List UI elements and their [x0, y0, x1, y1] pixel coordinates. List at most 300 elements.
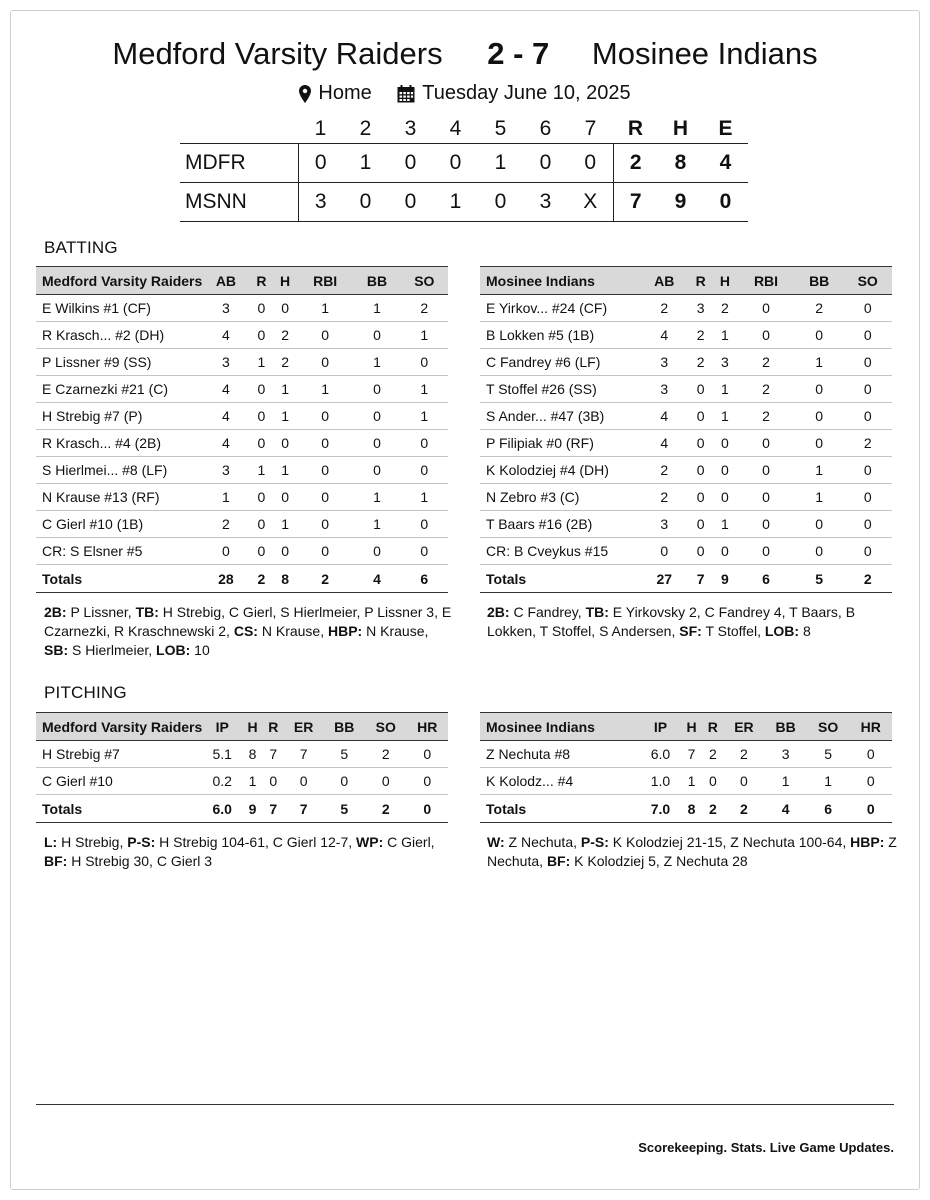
stat-cell: 3 [640, 376, 689, 403]
team-column-header: Mosinee Indians [480, 267, 640, 295]
totals-cell: 6.0 [202, 795, 242, 823]
stat-cell: 0 [843, 484, 892, 511]
stat-cell: 0 [689, 403, 713, 430]
stat-cell: 2 [273, 349, 297, 376]
runs-total: 7 [613, 182, 658, 221]
location-info [299, 82, 371, 105]
line-score-row [180, 143, 748, 182]
note-label: 2B: [44, 604, 67, 620]
stat-cell: 0 [849, 768, 892, 795]
note-text: H Strebig, [57, 834, 128, 850]
stat-cell: 0 [737, 430, 795, 457]
stat-cell: 0 [353, 538, 400, 565]
stat-column-header: H [242, 713, 263, 741]
stat-cell: 0 [324, 768, 365, 795]
stat-cell: 0 [297, 403, 353, 430]
stat-cell: 1 [250, 349, 274, 376]
errors-total: 4 [719, 150, 732, 174]
game-title [0, 36, 930, 72]
stat-cell: 2 [843, 430, 892, 457]
stat-cell: 1 [681, 768, 702, 795]
batting-notes-away [487, 603, 897, 641]
line-score-table [180, 116, 748, 222]
player-name: CR: B Cveykus #15 [480, 538, 640, 565]
line-score-header [180, 116, 748, 143]
totals-row [480, 795, 892, 823]
inning-score: 1 [449, 189, 462, 213]
note-text: S Hierlmeier, [68, 642, 157, 658]
note-label: LOB: [764, 623, 800, 639]
batting-notes-home [44, 603, 454, 660]
totals-row [480, 565, 892, 593]
inning-score: 0 [449, 150, 462, 174]
stat-column-header: SO [807, 713, 850, 741]
stat-cell: 3 [713, 349, 737, 376]
stat-cell: 0 [297, 457, 353, 484]
stat-cell: 0 [250, 484, 274, 511]
stat-cell: 0 [297, 430, 353, 457]
stat-column-header: SO [843, 267, 892, 295]
stat-cell: 3 [640, 511, 689, 538]
inning-score: 3 [539, 189, 552, 213]
player-row [36, 295, 448, 322]
stat-cell: 1 [401, 322, 448, 349]
note-label: BF: [546, 853, 571, 869]
stat-cell: 0 [273, 484, 297, 511]
stat-cell: 1 [273, 457, 297, 484]
player-row [36, 430, 448, 457]
stat-cell: 2 [737, 376, 795, 403]
player-name: P Lissner #9 (SS) [36, 349, 202, 376]
player-name: C Fandrey #6 (LF) [480, 349, 640, 376]
stat-cell: 2 [737, 403, 795, 430]
inning-score: 0 [314, 150, 327, 174]
note-text: K Kolodziej 5, Z Nechuta 28 [570, 853, 748, 869]
game-meta [0, 82, 930, 109]
stat-cell: 0 [843, 376, 892, 403]
player-name: C Gierl #10 [36, 768, 202, 795]
totals-cell: 2 [843, 565, 892, 593]
stat-cell: 4 [202, 322, 249, 349]
stat-cell: 0 [843, 349, 892, 376]
player-name: H Strebig #7 (P) [36, 403, 202, 430]
stat-cell: 0 [353, 322, 400, 349]
inning-header: 3 [404, 117, 417, 141]
home-team-name: Medford Varsity Raiders [112, 36, 443, 71]
stat-cell: 1 [401, 484, 448, 511]
stat-cell: 2 [401, 295, 448, 322]
stats-header-row [36, 267, 448, 295]
stat-column-header: R [250, 267, 274, 295]
stat-cell: 0 [689, 511, 713, 538]
totals-row [36, 795, 448, 823]
player-row [480, 295, 892, 322]
player-name: E Yirkov... #24 (CF) [480, 295, 640, 322]
stat-cell: 1 [273, 376, 297, 403]
stat-cell: 1 [273, 403, 297, 430]
note-text: H Strebig 104-61, C Gierl 12-7, [155, 834, 357, 850]
note-label: WP: [356, 834, 384, 850]
stat-cell: 3 [689, 295, 713, 322]
team-column-header: Medford Varsity Raiders [36, 267, 202, 295]
note-label: HBP: [328, 623, 363, 639]
stat-column-header: R [689, 267, 713, 295]
stat-cell: 0 [737, 295, 795, 322]
stat-cell: 0 [250, 376, 274, 403]
stat-column-header: SO [365, 713, 406, 741]
stat-cell: 0 [795, 538, 844, 565]
date-text: Tuesday June 10, 2025 [422, 82, 631, 104]
note-text: N Krause, [257, 623, 328, 639]
final-score: 2 - 7 [487, 36, 550, 71]
stat-cell: 3 [202, 295, 249, 322]
stat-cell: 8 [242, 741, 263, 768]
stat-cell: 4 [640, 403, 689, 430]
stat-column-header: RBI [737, 267, 795, 295]
stat-cell: 2 [273, 322, 297, 349]
inning-score: X [583, 189, 598, 213]
stat-cell: 0 [795, 322, 844, 349]
hits-total: 9 [674, 189, 687, 213]
note-text: C Fandrey, [509, 604, 586, 620]
totals-cell: 6 [807, 795, 850, 823]
stat-cell: 2 [689, 349, 713, 376]
note-text: 8 [799, 623, 811, 639]
stat-cell: 2 [640, 295, 689, 322]
stat-cell: 0 [297, 538, 353, 565]
player-row [480, 430, 892, 457]
note-text: K Kolodziej 21-15, Z Nechuta 100-64, [608, 834, 851, 850]
note-text: Z Nechuta, [487, 834, 897, 869]
stat-cell: 1.0 [640, 768, 681, 795]
player-name: S Hierlmei... #8 (LF) [36, 457, 202, 484]
stat-cell: 1 [807, 768, 850, 795]
stat-cell: 0 [795, 376, 844, 403]
stat-cell: 1 [764, 768, 807, 795]
stat-column-header: H [681, 713, 702, 741]
player-name: R Krasch... #4 (2B) [36, 430, 202, 457]
stat-cell: 0 [843, 295, 892, 322]
inning-score: 3 [314, 189, 327, 213]
stat-cell: 0 [284, 768, 324, 795]
pitching-table-home [36, 712, 448, 823]
stat-cell: 3 [202, 349, 249, 376]
stat-cell: 1 [353, 349, 400, 376]
totals-cell: 5 [795, 565, 844, 593]
stat-cell: 3 [202, 457, 249, 484]
note-text: C Gierl, [383, 834, 435, 850]
note-label: SF: [679, 623, 702, 639]
inning-header: 7 [584, 117, 597, 141]
stat-cell: 2 [713, 295, 737, 322]
note-label: HBP: [850, 834, 885, 850]
note-text: P Lissner, [66, 604, 136, 620]
stat-cell: 1 [242, 768, 263, 795]
stat-cell: 0 [297, 349, 353, 376]
note-label: W: [487, 834, 505, 850]
totals-cell: 0 [849, 795, 892, 823]
pitching-table-away [480, 712, 892, 823]
date-info [397, 82, 630, 105]
stat-cell: 5 [807, 741, 850, 768]
stat-column-header: H [273, 267, 297, 295]
stat-cell: 1 [273, 511, 297, 538]
player-row [480, 768, 892, 795]
stat-cell: 0 [250, 295, 274, 322]
note-label: L: [44, 834, 58, 850]
player-row [36, 538, 448, 565]
note-text: T Stoffel, [701, 623, 765, 639]
stat-column-header: IP [640, 713, 681, 741]
note-label: CS: [233, 623, 258, 639]
stat-column-header: H [713, 267, 737, 295]
stat-cell: 0 [689, 538, 713, 565]
note-text: Z Nechuta, [504, 834, 581, 850]
totals-cell: 6 [401, 565, 448, 593]
stat-cell: 0 [297, 484, 353, 511]
stat-cell: 0 [297, 322, 353, 349]
pitching-notes-away [487, 833, 897, 871]
player-row [36, 457, 448, 484]
player-name: K Kolodziej #4 (DH) [480, 457, 640, 484]
stat-cell: 1 [353, 484, 400, 511]
footer-divider [36, 1104, 894, 1105]
stat-cell: 1 [795, 457, 844, 484]
totals-cell: 8 [681, 795, 702, 823]
stat-cell: 0 [737, 538, 795, 565]
totals-cell: 27 [640, 565, 689, 593]
note-label: BF: [44, 853, 68, 869]
inning-header: 5 [494, 117, 507, 141]
stat-cell: 2 [640, 457, 689, 484]
inning-header: 6 [539, 117, 552, 141]
stat-column-header: BB [353, 267, 400, 295]
stat-column-header: AB [202, 267, 249, 295]
stat-column-header: HR [849, 713, 892, 741]
player-row [480, 322, 892, 349]
totals-cell: 7 [284, 795, 324, 823]
stat-column-header: BB [795, 267, 844, 295]
stat-cell: 0 [843, 538, 892, 565]
location-text: Home [318, 82, 372, 104]
stat-cell: 1 [250, 457, 274, 484]
stat-cell: 0 [843, 511, 892, 538]
stat-column-header: BB [324, 713, 365, 741]
away-team-name: Mosinee Indians [591, 36, 818, 71]
stat-cell: 2 [702, 741, 723, 768]
note-label: 2B: [487, 604, 510, 620]
stat-cell: 0 [273, 538, 297, 565]
totals-cell: 4 [764, 795, 807, 823]
inning-score: 0 [359, 189, 372, 213]
stat-cell: 0 [250, 538, 274, 565]
player-row [480, 403, 892, 430]
stat-cell: 0 [297, 511, 353, 538]
player-row [36, 349, 448, 376]
stat-cell: 0 [795, 403, 844, 430]
note-text: H Strebig 30, C Gierl 3 [67, 853, 213, 869]
stat-cell: 0 [353, 457, 400, 484]
totals-cell: 7 [263, 795, 284, 823]
player-name: CR: S Elsner #5 [36, 538, 202, 565]
stat-cell: 0 [401, 430, 448, 457]
stat-cell: 1 [713, 403, 737, 430]
stat-cell: 0 [723, 768, 764, 795]
stat-cell: 1 [401, 403, 448, 430]
note-label: TB: [135, 604, 159, 620]
stat-cell: 0 [843, 322, 892, 349]
stat-column-header: RBI [297, 267, 353, 295]
totals-label: Totals [36, 565, 202, 593]
stat-cell: 0 [202, 538, 249, 565]
hits-header: H [672, 117, 689, 141]
team-column-header: Medford Varsity Raiders [36, 713, 202, 741]
player-name: B Lokken #5 (1B) [480, 322, 640, 349]
stat-cell: 0 [843, 457, 892, 484]
totals-label: Totals [36, 795, 202, 823]
note-label: P-S: [127, 834, 156, 850]
stat-cell: 1 [353, 511, 400, 538]
stat-cell: 0 [737, 322, 795, 349]
stat-cell: 4 [202, 430, 249, 457]
stat-cell: 0 [737, 484, 795, 511]
stat-column-header: R [702, 713, 723, 741]
stats-header-row [480, 713, 892, 741]
totals-cell: 8 [273, 565, 297, 593]
stat-cell: 4 [202, 403, 249, 430]
inning-score: 0 [404, 189, 417, 213]
note-text: E Yirkovsky 2, C Fandrey 4, T Baars, B Lokken, T Stoffel, S Andersen, [487, 604, 856, 639]
stat-column-header: IP [202, 713, 242, 741]
player-row [480, 376, 892, 403]
stat-cell: 2 [689, 322, 713, 349]
stat-cell: 0 [737, 511, 795, 538]
stat-cell: 1 [713, 322, 737, 349]
stat-cell: 6.0 [640, 741, 681, 768]
totals-cell: 28 [202, 565, 249, 593]
stat-cell: 0 [843, 403, 892, 430]
stat-cell: 5.1 [202, 741, 242, 768]
player-name: E Czarnezki #21 (C) [36, 376, 202, 403]
player-name: N Krause #13 (RF) [36, 484, 202, 511]
totals-cell: 7 [689, 565, 713, 593]
stat-cell: 0 [713, 457, 737, 484]
stat-cell: 7 [263, 741, 284, 768]
stat-cell: 0 [250, 430, 274, 457]
player-name: P Filipiak #0 (RF) [480, 430, 640, 457]
stat-cell: 0 [401, 349, 448, 376]
totals-cell: 4 [353, 565, 400, 593]
stat-cell: 0 [406, 768, 448, 795]
stat-cell: 0 [401, 538, 448, 565]
stat-column-header: BB [764, 713, 807, 741]
stat-cell: 1 [795, 484, 844, 511]
totals-row [36, 565, 448, 593]
calendar-icon [397, 85, 415, 103]
totals-cell: 9 [242, 795, 263, 823]
note-text: N Krause, [362, 623, 429, 639]
totals-cell: 9 [713, 565, 737, 593]
pitching-section-title: PITCHING [44, 683, 127, 702]
stat-cell: 0 [250, 322, 274, 349]
team-column-header: Mosinee Indians [480, 713, 640, 741]
inning-header: 1 [314, 117, 327, 141]
player-row [480, 349, 892, 376]
player-name: C Gierl #10 (1B) [36, 511, 202, 538]
stat-cell: 5 [324, 741, 365, 768]
stat-cell: 7 [284, 741, 324, 768]
stat-cell: 0 [689, 457, 713, 484]
stat-cell: 2 [723, 741, 764, 768]
stats-header-row [36, 713, 448, 741]
note-label: LOB: [156, 642, 191, 658]
totals-cell: 2 [723, 795, 764, 823]
map-pin-icon [299, 85, 311, 103]
batting-table-home [36, 266, 448, 593]
stat-cell: 0 [640, 538, 689, 565]
stat-cell: 0 [795, 511, 844, 538]
totals-cell: 2 [297, 565, 353, 593]
stat-cell: 2 [365, 741, 406, 768]
stat-cell: 0 [713, 538, 737, 565]
stat-cell: 1 [297, 295, 353, 322]
player-name: R Krasch... #2 (DH) [36, 322, 202, 349]
inning-score: 0 [539, 150, 552, 174]
stat-cell: 0 [849, 741, 892, 768]
player-name: H Strebig #7 [36, 741, 202, 768]
player-name: T Stoffel #26 (SS) [480, 376, 640, 403]
batting-section-title: BATTING [44, 238, 118, 257]
totals-cell: 5 [324, 795, 365, 823]
stat-cell: 0 [689, 376, 713, 403]
hits-total: 8 [674, 150, 687, 174]
stat-cell: 0 [273, 430, 297, 457]
stat-cell: 3 [640, 349, 689, 376]
stat-cell: 0.2 [202, 768, 242, 795]
note-label: SB: [44, 642, 69, 658]
stat-column-header: SO [401, 267, 448, 295]
stat-cell: 3 [764, 741, 807, 768]
player-name: Z Nechuta #8 [480, 741, 640, 768]
stat-cell: 2 [640, 484, 689, 511]
stat-column-header: AB [640, 267, 689, 295]
inning-score: 1 [494, 150, 507, 174]
stat-cell: 0 [795, 430, 844, 457]
stats-header-row [480, 267, 892, 295]
note-label: TB: [585, 604, 609, 620]
stat-cell: 0 [250, 403, 274, 430]
stat-cell: 1 [713, 511, 737, 538]
player-row [36, 322, 448, 349]
stat-cell: 0 [401, 511, 448, 538]
inning-header: 2 [359, 117, 372, 141]
errors-total: 0 [719, 189, 732, 213]
batting-table-away [480, 266, 892, 593]
stat-cell: 4 [640, 430, 689, 457]
line-score-team: MDFR [180, 143, 298, 182]
stat-column-header: R [263, 713, 284, 741]
stat-cell: 0 [737, 457, 795, 484]
stat-cell: 4 [202, 376, 249, 403]
player-name: N Zebro #3 (C) [480, 484, 640, 511]
player-row [480, 457, 892, 484]
totals-label: Totals [480, 565, 640, 593]
inning-score: 0 [404, 150, 417, 174]
player-row [36, 403, 448, 430]
player-row [36, 376, 448, 403]
totals-cell: 2 [250, 565, 274, 593]
note-text: H Strebig, C Gierl, S Hierlmeier, P Lissner 3, E Czarnezki, R Kraschnewski 2, [44, 604, 452, 639]
